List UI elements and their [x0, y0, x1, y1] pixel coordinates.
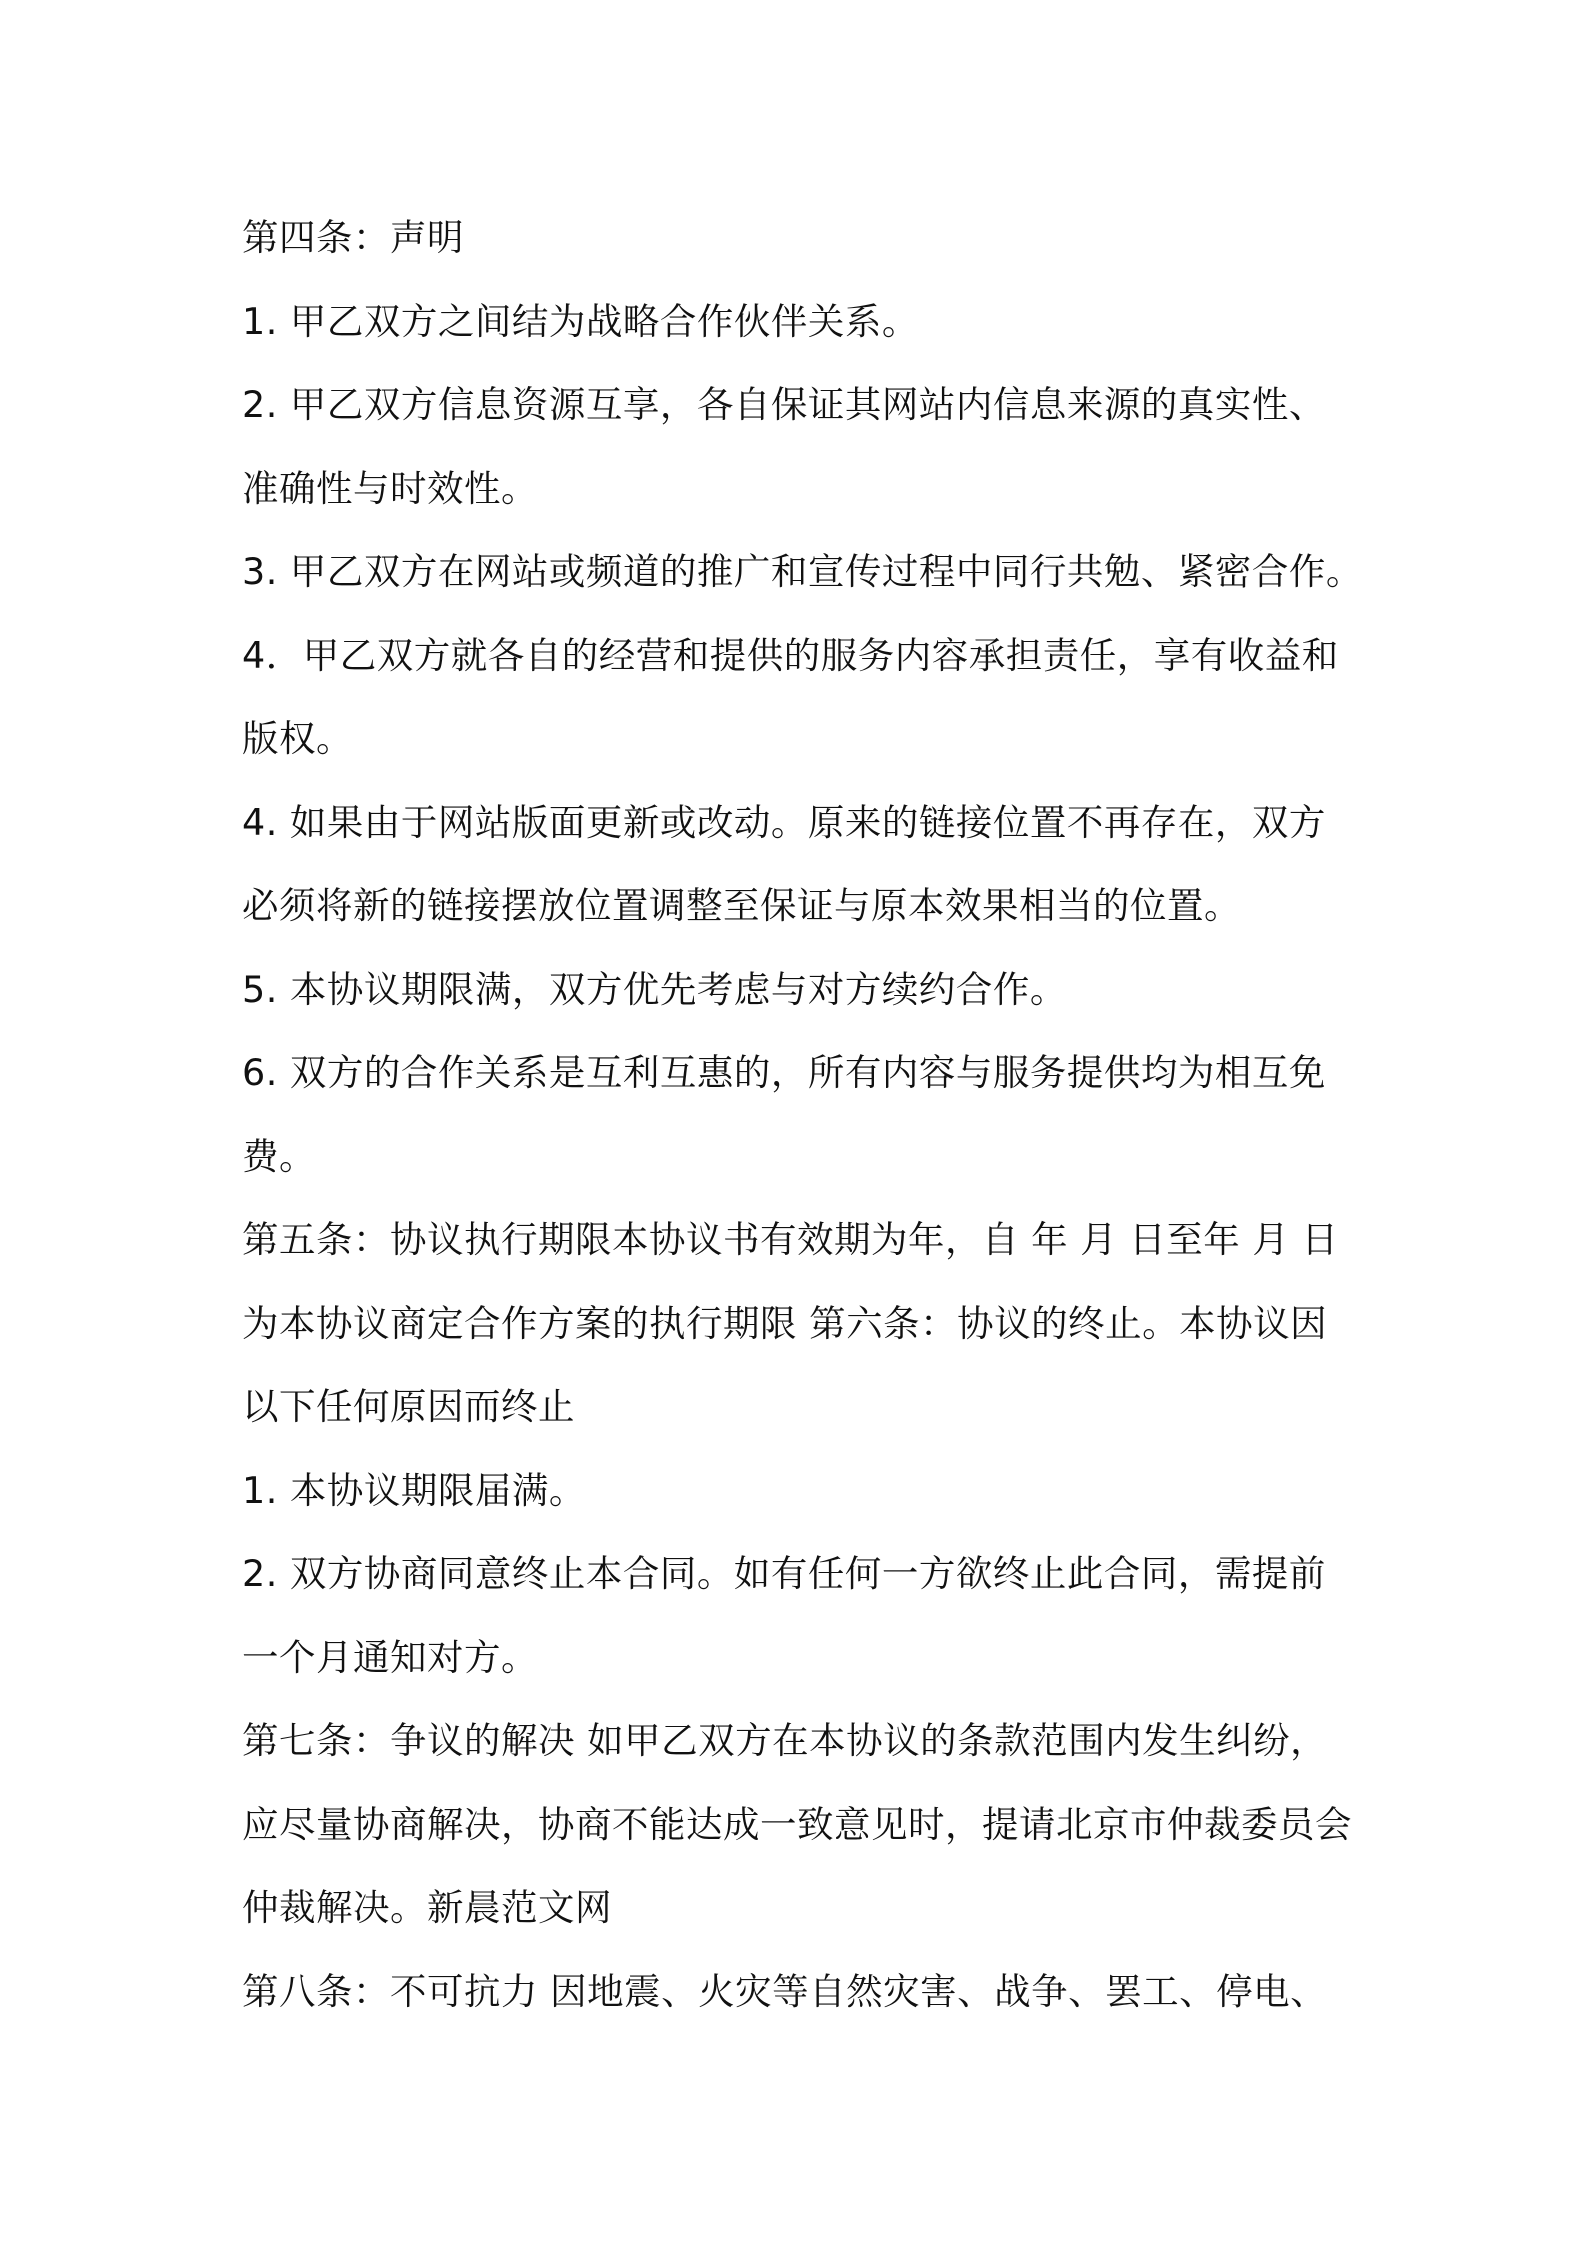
- article-5-line-1: 第五条：协议执行期限本协议书有效期为年，自 年 月 日至年 月 日: [242, 1218, 1339, 1261]
- clause-6-1: 1. 本协议期限届满。: [242, 1468, 586, 1512]
- clause-6-2-line-2: 一个月通知对方。: [242, 1635, 538, 1679]
- clause-4-2-line-1: 2. 甲乙双方信息资源互享，各自保证其网站内信息来源的真实性、: [242, 383, 1326, 426]
- clause-4-2-line-2: 准确性与时效性。: [242, 466, 538, 510]
- clause-4-4a-line-1: 4．甲乙双方就各自的经营和提供的服务内容承担责任，享有收益和: [242, 633, 1339, 677]
- article-4-heading: 第四条：声明: [242, 216, 464, 259]
- clause-4-4b-line-2: 必须将新的链接摆放位置调整至保证与原本效果相当的位置。: [242, 884, 1241, 927]
- clause-4-6-line-2: 费。: [242, 1134, 316, 1178]
- document-page: [242, 196, 1372, 2033]
- clause-6-2-line-1: 2. 双方协商同意终止本合同。如有任何一方欲终止此合同，需提前: [242, 1552, 1326, 1595]
- article-8-line-1: 第八条：不可抗力 因地震、火灾等自然灾害、战争、罢工、停电、: [242, 1969, 1328, 2013]
- clause-4-4a-line-2: 版权。: [242, 717, 353, 760]
- article-7-line-3: 仲裁解决。新晨范文网: [242, 1886, 612, 1929]
- clause-4-3: 3. 甲乙双方在网站或频道的推广和宣传过程中同行共勉、紧密合作。: [242, 550, 1363, 593]
- clause-4-6-line-1: 6. 双方的合作关系是互利互惠的，所有内容与服务提供均为相互免: [242, 1051, 1326, 1094]
- clause-4-4b-line-1: 4. 如果由于网站版面更新或改动。原来的链接位置不再存在，双方: [242, 800, 1326, 844]
- article-5-line-2: 为本协议商定合作方案的执行期限 第六条：协议的终止。本协议因: [242, 1301, 1328, 1345]
- clause-4-1: 1. 甲乙双方之间结为战略合作伙伴关系。: [242, 299, 919, 343]
- article-7-line-1: 第七条：争议的解决 如甲乙双方在本协议的条款范围内发生纠纷，: [242, 1719, 1328, 1762]
- article-6-line: 以下任何原因而终止: [242, 1385, 575, 1428]
- clause-4-5: 5. 本协议期限满，双方优先考虑与对方续约合作。: [242, 967, 1067, 1011]
- article-7-line-2: 应尽量协商解决，协商不能达成一致意见时，提请北京市仲裁委员会: [242, 1802, 1352, 1846]
